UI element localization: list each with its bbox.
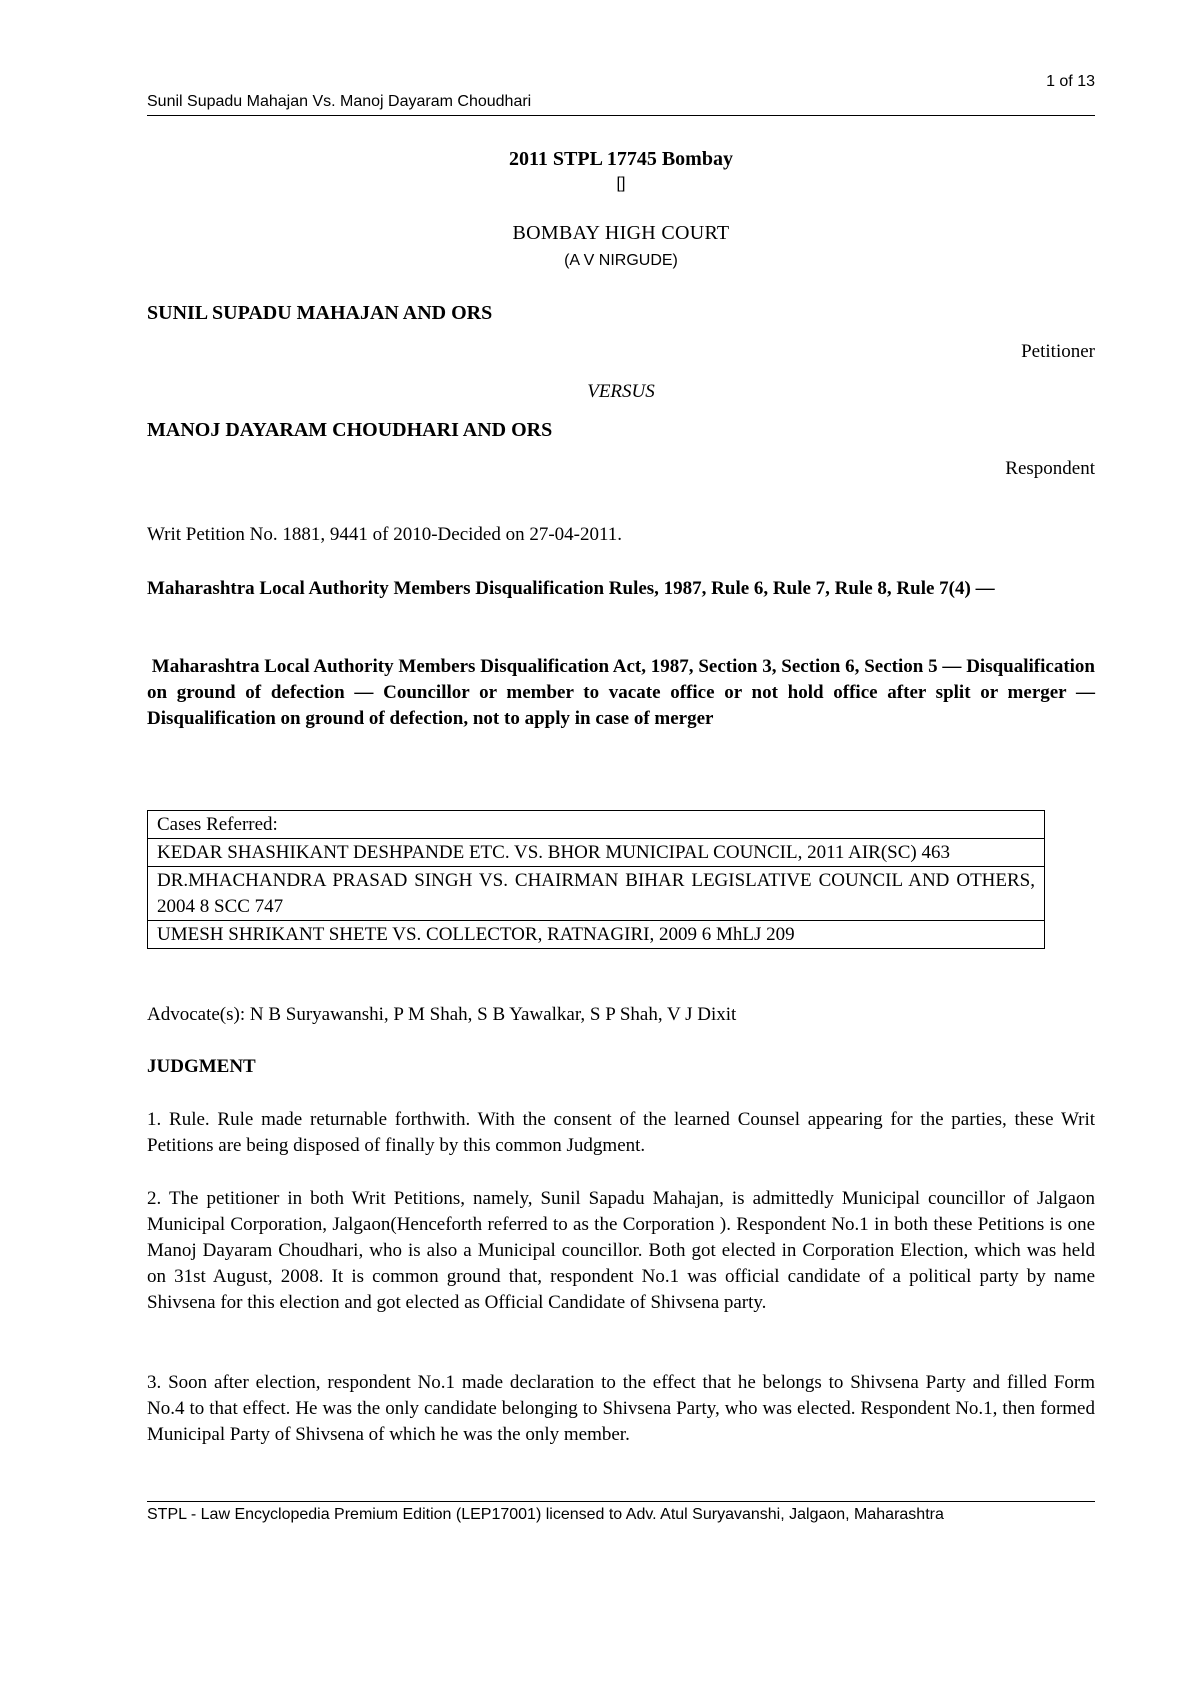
running-header: Sunil Supadu Mahajan Vs. Manoj Dayaram Choudhari	[147, 93, 532, 110]
case-reference: KEDAR SHASHIKANT DESHPANDE ETC. VS. BHOR MUNICIPAL COUNCIL, 2011 AIR(SC) 463	[148, 839, 1045, 867]
footer-divider	[147, 1501, 1095, 1502]
judgment-paragraph: 1. Rule. Rule made returnable forthwith. With the consent of the learned Counsel appearing for the parties, these Writ Petitions are being disposed of finally by this common Judgment.	[147, 1109, 1095, 1156]
respondent-role: Respondent	[1005, 458, 1095, 479]
judge-name: (A V NIRGUDE)	[564, 252, 678, 269]
court-name: BOMBAY HIGH COURT	[512, 222, 730, 244]
citation: 2011 STPL 17745 Bombay	[509, 148, 733, 170]
writ-petition-info: Writ Petition No. 1881, 9441 of 2010-Decided on 27-04-2011.	[147, 524, 623, 545]
empty-brackets: []	[616, 175, 626, 192]
advocates-list: Advocate(s): N B Suryawanshi, P M Shah, S B Yawalkar, S P Shah, V J Dixit	[147, 1004, 737, 1025]
judgment-paragraph: 2. The petitioner in both Writ Petitions, namely, Sunil Sapadu Mahajan, is admittedly Municipal councillor of Jalgaon Municipal Corporation, Jalgaon(Henceforth referred to as the Corporation ). Respondent No.1 in both these Petitions is one Manoj Dayaram Choudhari, who is also a Municipal councillor. Both got elected in Corporation Election, which was held on 31st August, 2008. It is common ground that, respondent No.1 was official candidate of a political party by name Shivsena for this election and got elected as Official Candidate of Shivsena party.	[147, 1188, 1095, 1313]
table-row	[148, 839, 1045, 867]
headnote-act: Maharashtra Local Authority Members Disqualification Act, 1987, Section 3, Section 6, Section 5 — Disqualification on ground of defection — Councillor or member to vacate office or not hold office after split or merger — Disqualification on ground of defection, not to apply in case of merger	[147, 656, 1100, 729]
table-row	[148, 921, 1045, 949]
table-row	[148, 867, 1045, 921]
page-number: 1 of 13	[1046, 73, 1095, 90]
header-divider	[147, 115, 1095, 116]
judgment-heading: JUDGMENT	[147, 1056, 256, 1077]
petitioner-role: Petitioner	[1021, 341, 1095, 362]
case-reference: DR.MHACHANDRA PRASAD SINGH VS. CHAIRMAN BIHAR LEGISLATIVE COUNCIL AND OTHERS, 2004 8 SCC 747	[148, 867, 1045, 921]
headnote-rules: Maharashtra Local Authority Members Disqualification Rules, 1987, Rule 6, Rule 7, Rule 8, Rule 7(4) —	[147, 578, 995, 599]
license-footer: STPL - Law Encyclopedia Premium Edition (LEP17001) licensed to Adv. Atul Suryavanshi, Jalgaon, Maharashtra	[147, 1506, 944, 1523]
judgment-paragraph: 3. Soon after election, respondent No.1 made declaration to the effect that he belongs to Shivsena Party and filled Form No.4 to that effect. He was the only candidate belonging to Shivsena Party, who was elected. Respondent No.1, then formed Municipal Party of Shivsena of which he was the only member.	[147, 1372, 1095, 1445]
versus-label: VERSUS	[587, 381, 655, 402]
table-row	[148, 811, 1045, 839]
respondent-name: MANOJ DAYARAM CHOUDHARI AND ORS	[147, 419, 553, 441]
case-reference: UMESH SHRIKANT SHETE VS. COLLECTOR, RATNAGIRI, 2009 6 MhLJ 209	[148, 921, 1045, 949]
cases-referred-table	[147, 810, 1045, 949]
petitioner-name: SUNIL SUPADU MAHAJAN AND ORS	[147, 302, 493, 324]
cases-referred-heading: Cases Referred:	[148, 811, 1045, 839]
